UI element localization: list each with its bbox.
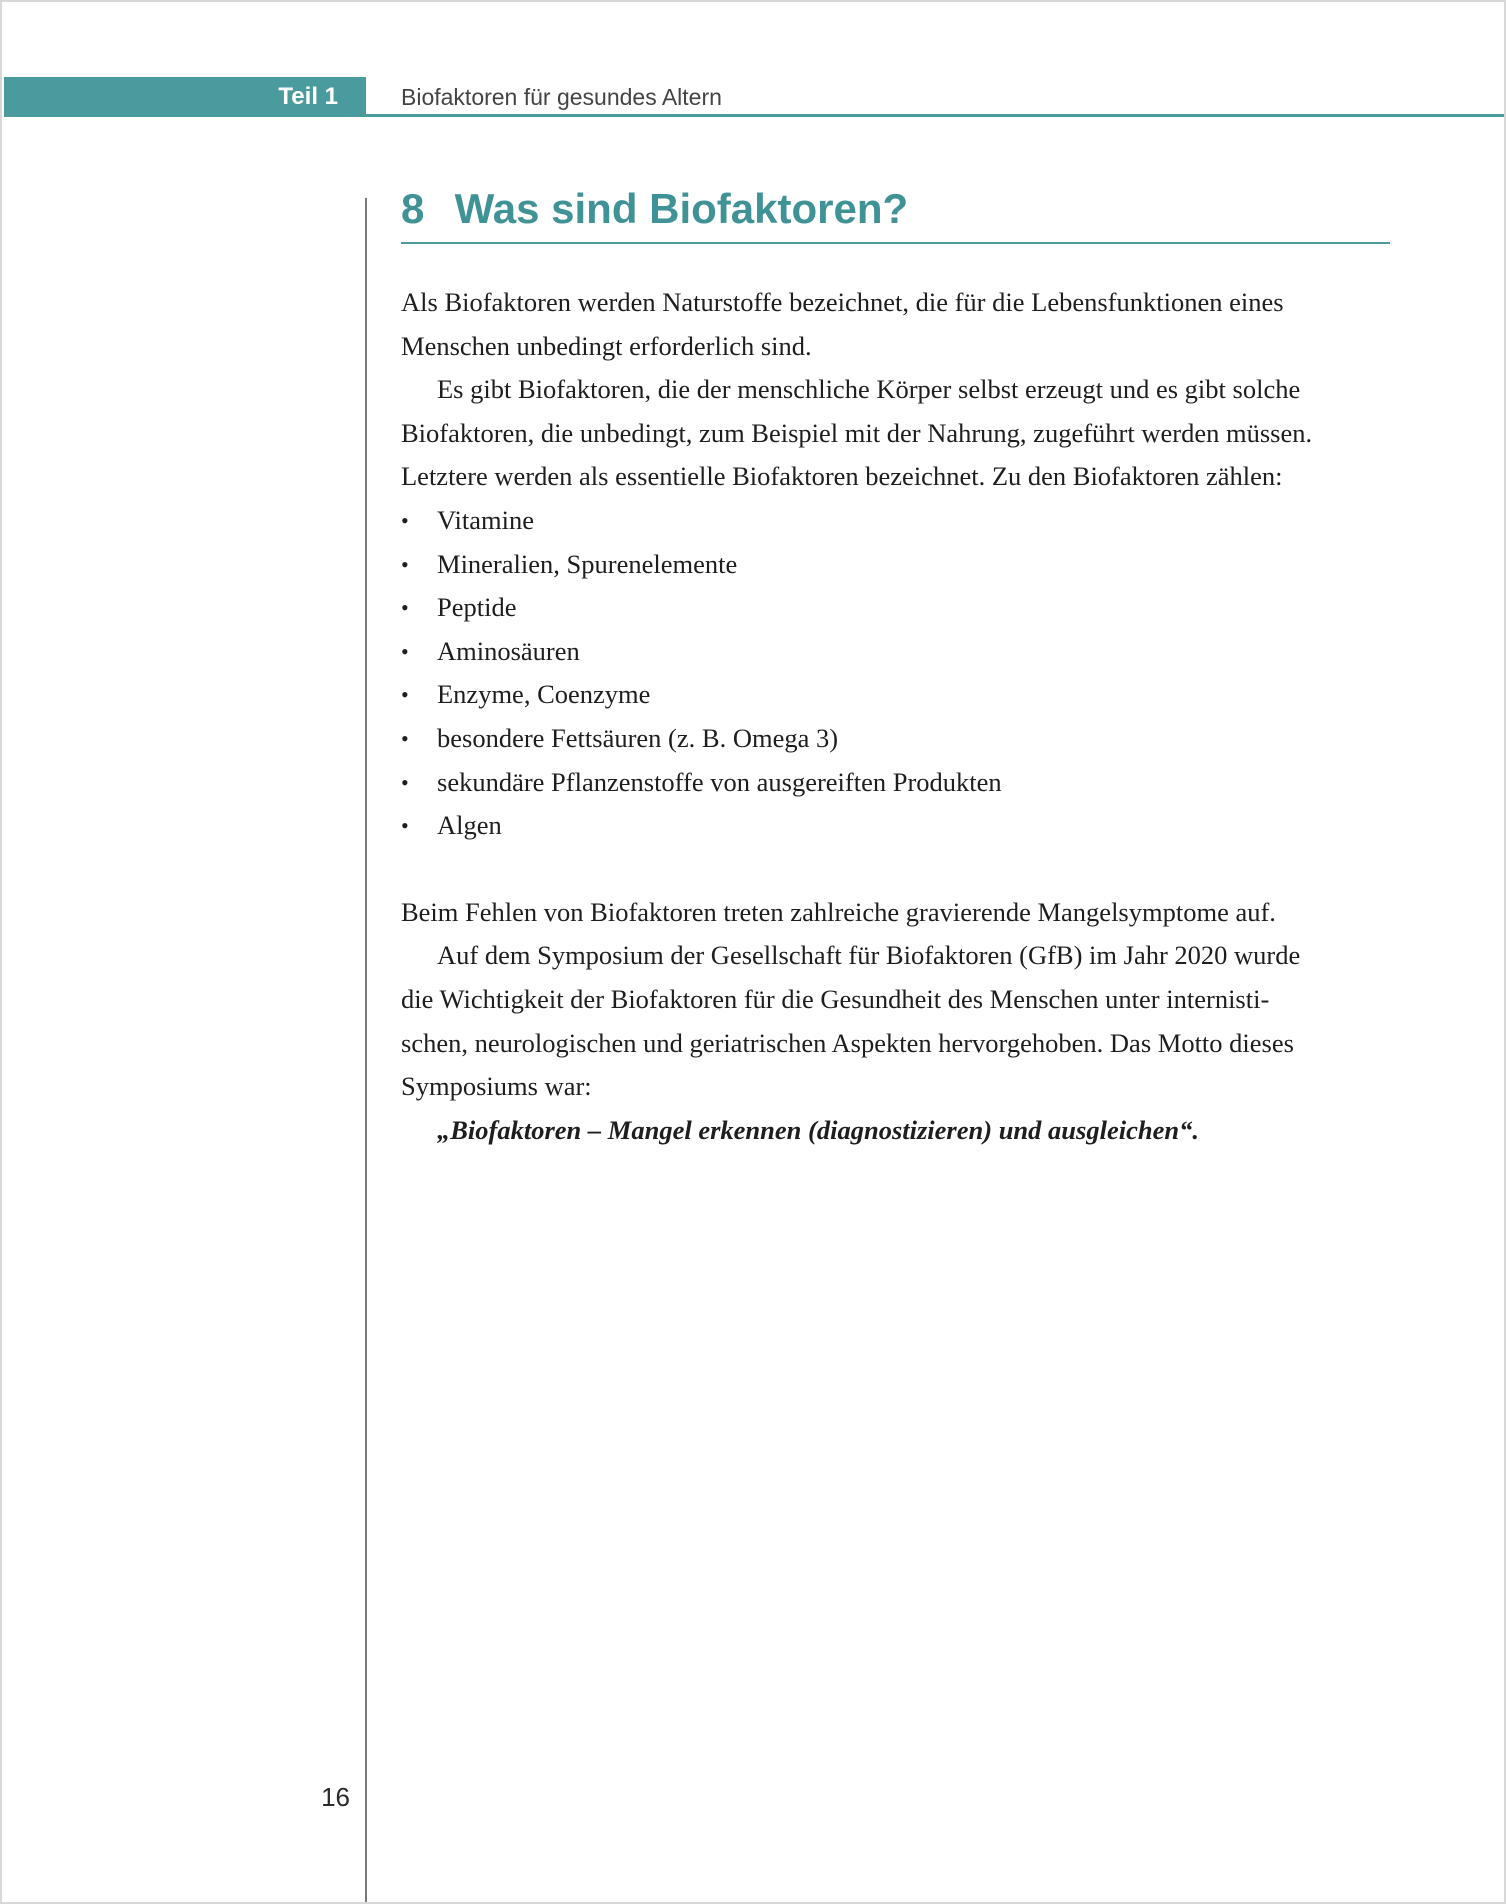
paragraph-line: die Wichtigkeit der Biofaktoren für die Gesundheit des Menschen unter internisti-: [401, 983, 1270, 1014]
running-header-part-label: Teil 1: [278, 83, 338, 110]
list-item: [401, 804, 1401, 848]
bullet-icon: •: [401, 813, 409, 839]
paragraph-line: Es gibt Biofaktoren, die der menschliche Körper selbst erzeugt und es gibt solche: [437, 374, 1301, 405]
list-item-text: Vitamine: [437, 504, 535, 535]
bullet-icon: •: [401, 769, 409, 795]
list-item: [401, 717, 1401, 761]
paragraph-line: schen, neurologischen und geriatrischen Aspekten hervorgehoben. Das Motto dieses: [401, 1027, 1294, 1058]
paragraph-spacer: [401, 848, 1401, 891]
running-header-part-tab: [4, 77, 366, 117]
paragraph-line: Menschen unbedingt erforderlich sind.: [401, 330, 812, 361]
bullet-icon: •: [401, 595, 409, 621]
list-item-text: sekundäre Pflanzenstoffe von ausgereiften Produkten: [437, 766, 1002, 797]
paragraph-line: Auf dem Symposium der Gesellschaft für Biofaktoren (GfB) im Jahr 2020 wurde: [437, 940, 1301, 971]
list-item: [401, 543, 1401, 587]
chapter-heading: [401, 178, 1391, 240]
body-text: [401, 281, 1401, 1152]
paragraph-line: Beim Fehlen von Biofaktoren treten zahlreiche gravierende Mangelsymptome auf.: [401, 896, 1276, 927]
list-item: [401, 761, 1401, 805]
list-item: [401, 673, 1401, 717]
chapter-number: 8: [401, 185, 425, 232]
list-item: [401, 586, 1401, 630]
list-item-text: Aminosäuren: [437, 635, 580, 666]
bullet-icon: •: [401, 507, 409, 533]
paragraph-line: Als Biofaktoren werden Naturstoffe bezeichnet, die für die Lebensfunktionen eines: [401, 287, 1284, 317]
bullet-icon: •: [401, 682, 409, 708]
paragraph-line: Biofaktoren, die unbedingt, zum Beispiel mit der Nahrung, zugeführt werden müssen.: [401, 417, 1313, 448]
list-item-text: Mineralien, Spurenelemente: [437, 548, 738, 579]
running-header-title: Biofaktoren für gesundes Altern: [401, 84, 722, 110]
list-item-text: Enzyme, Coenzyme: [437, 679, 651, 710]
list-item: [401, 499, 1401, 543]
bullet-icon: •: [401, 638, 409, 664]
page-number: 16: [321, 1782, 350, 1812]
bullet-icon: •: [401, 551, 409, 577]
running-header-rule: [366, 114, 1506, 117]
list-item-text: besondere Fettsäuren (z. B. Omega 3): [437, 722, 839, 753]
paragraph-line: Letztere werden als essentielle Biofaktoren bezeichnet. Zu den Biofaktoren zählen:: [401, 461, 1283, 492]
biofactor-list: [401, 499, 1401, 848]
chapter-heading-rule: [401, 242, 1390, 244]
bullet-icon: •: [401, 725, 409, 751]
paragraph-line: Symposiums war:: [401, 1071, 592, 1102]
chapter-title: Was sind Biofaktoren?: [454, 185, 909, 232]
list-item: [401, 630, 1401, 674]
symposium-motto: „Biofaktoren – Mangel erkennen (diagnostizieren) und ausgleichen“.: [437, 1114, 1199, 1145]
list-item-text: Peptide: [437, 592, 517, 623]
margin-rule: [365, 198, 367, 1904]
list-item-text: Algen: [437, 810, 502, 841]
